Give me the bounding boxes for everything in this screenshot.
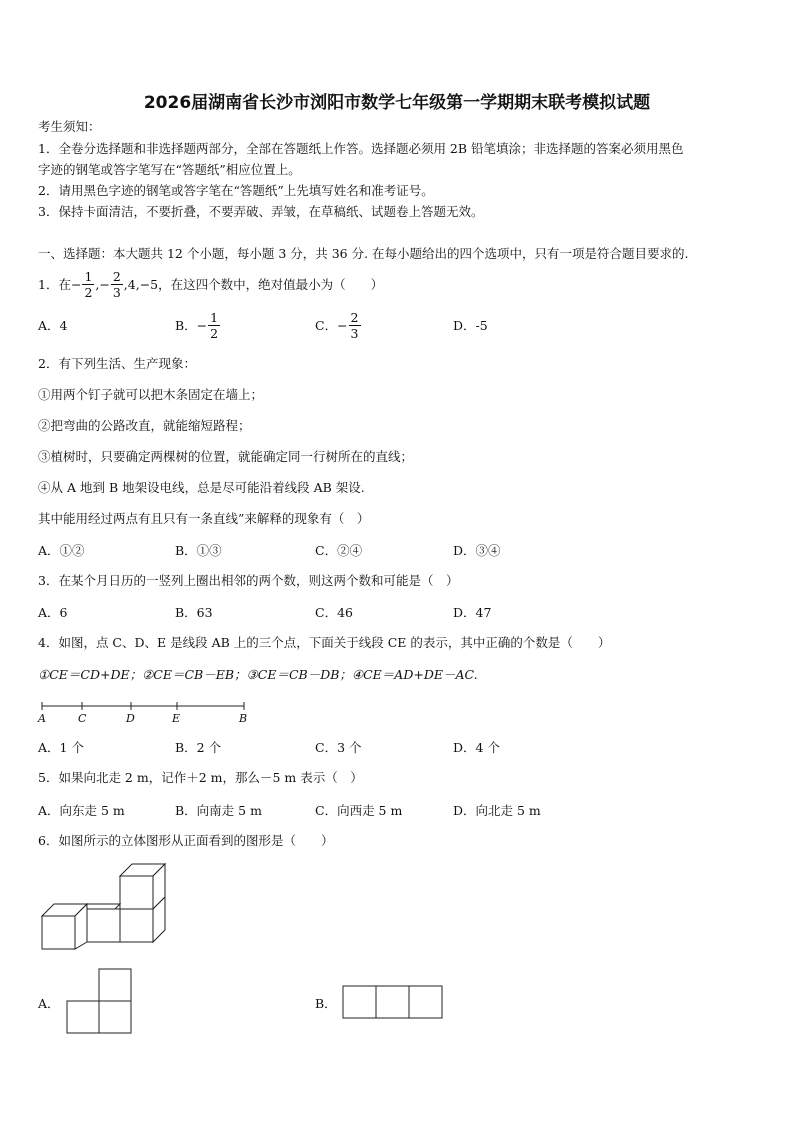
cube-front-face [120, 909, 153, 942]
q3-option-d: D．47 [453, 605, 492, 620]
line-segment-figure [34, 700, 254, 726]
point-label-e: E [172, 712, 181, 725]
q1-option-a: A．4 [38, 318, 68, 333]
q1-option-d: D．-5 [453, 318, 488, 333]
question-3-stem: 3．在某个月日历的一竖列上圈出相邻的两个数，则这两个数和可能是（ ） [38, 573, 459, 588]
q1-option-b: B．− $\frac{1}{2}$ [175, 309, 219, 341]
cube-front-face [42, 916, 75, 949]
q2-option-b: B．①③ [175, 543, 222, 558]
q2-option-c: C．②④ [315, 543, 363, 558]
point-label-c: C [78, 712, 87, 725]
q2-question: 其中能用经过两点有且只有一条直线”来解释的现象有（ ） [38, 511, 370, 526]
fraction: $\frac{1}{2}$ [84, 268, 93, 300]
q4-option-b: B．2 个 [175, 740, 222, 755]
q2-statement-1: ①用两个钉子就可以把木条固定在墙上； [38, 387, 264, 402]
q4-option-d: D．4 个 [453, 740, 500, 755]
question-1-stem: 1．在 − $\frac{1}{2}$ ,− $\frac{2}{3}$ ,4,−5，在这四个数中，绝对值最小为（ ） [38, 268, 384, 300]
notice-item-1: 1．全卷分选择题和非选择题两部分，全部在答题纸上作答。选择题必须用 2B 铅笔填涂；非选择题的答案必须用黑色 [38, 141, 684, 156]
q2-statement-2: ②把弯曲的公路改直，就能缩短路程； [38, 418, 251, 433]
q2-option-d: D．③④ [453, 543, 501, 558]
q3-option-c: C．46 [315, 605, 353, 620]
q4-option-a: A．1 个 [38, 740, 84, 755]
q1-option-c: C．− $\frac{2}{3}$ [315, 309, 359, 341]
cube-front-face [87, 909, 120, 942]
q4-option-c: C．3 个 [315, 740, 362, 755]
q6-option-a-figure [65, 967, 135, 1037]
question-5-stem: 5．如果向北走 2 m，记作＋2 m，那么－5 m 表示（ ） [38, 770, 363, 785]
point-label-d: D [126, 712, 135, 725]
q2-option-a: A．①② [38, 543, 85, 558]
q5-option-a: A．向东走 5 m [38, 803, 125, 818]
q2-statement-4: ④从 A 地到 B 地架设电线，总是尽可能沿着线段 AB 架设. [38, 480, 365, 495]
notice-item-1-cont: 字迹的钢笔或答字笔写在“答题纸”相应位置上。 [38, 162, 301, 177]
question-4-stem: 4．如图，点 C、D、E 是线段 AB 上的三个点，下面关于线段 CE 的表示，其中正确的个数是（ ） [38, 635, 611, 650]
q2-statement-3: ③植树时，只要确定两棵树的位置，就能确定同一行树所在的直线； [38, 449, 414, 464]
question-2-stem: 2．有下列生活、生产现象： [38, 356, 196, 371]
q3-option-b: B．63 [175, 605, 213, 620]
q6-option-a: A． [38, 996, 60, 1011]
q3-option-a: A．6 [38, 605, 68, 620]
point-label-a: A [38, 712, 46, 725]
fraction: $\frac{2}{3}$ [112, 268, 121, 300]
q5-option-b: B．向南走 5 m [175, 803, 262, 818]
notice-heading: 考生须知： [38, 119, 101, 134]
q5-option-c: C．向西走 5 m [315, 803, 403, 818]
q5-option-d: D．向北走 5 m [453, 803, 541, 818]
cube-front-face [120, 876, 153, 909]
q6-option-b: B． [315, 996, 337, 1011]
q4-expressions: ①CE＝CD+DE；②CE＝CB－EB；③CE＝CB－DB；④CE＝AD+DE－AC. [38, 667, 478, 682]
point-label-b: B [239, 712, 248, 725]
notice-item-2: 2．请用黑色字迹的钢笔或答字笔在“答题纸”上先填写姓名和准考证号。 [38, 183, 434, 198]
question-6-stem: 6．如图所示的立体图形从正面看到的图形是（ ） [38, 833, 334, 848]
q6-option-b-figure [341, 984, 445, 1022]
notice-item-3: 3．保持卡面清洁，不要折叠，不要弄破、弄皱，在草稿纸、试题卷上答题无效。 [38, 204, 484, 219]
solid-figure [38, 860, 173, 955]
section-heading: 一、选择题：本大题共 12 个小题，每小题 3 分，共 36 分. 在每小题给出的四个选项中，只有一项是符合题目要求的. [38, 246, 689, 261]
page-title: 2026届湖南省长沙市浏阳市数学七年级第一学期期末联考模拟试题 [143, 93, 651, 113]
